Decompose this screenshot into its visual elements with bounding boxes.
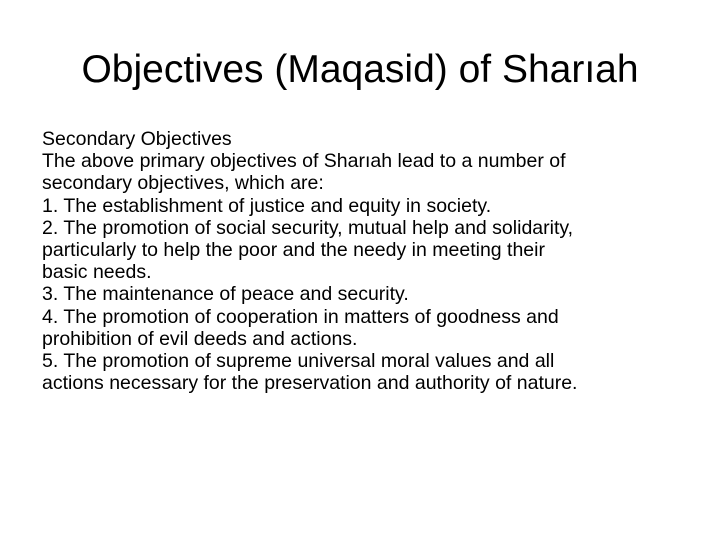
intro-line: The above primary objectives of Sharıah lead to a number of (42, 150, 566, 173)
objective-2-continued: particularly to help the poor and the needy in meeting their (42, 238, 545, 261)
objective-2: 2. The promotion of social security, mutual help and solidarity, (42, 216, 574, 239)
objective-4: 4. The promotion of cooperation in matters of goodness and (42, 305, 559, 328)
slide-body (42, 128, 697, 394)
slide-title: Objectives (Maqasid) of Sharıah (81, 48, 639, 91)
objective-5: 5. The promotion of supreme universal moral values and all (42, 349, 555, 372)
objective-1: 1. The establishment of justice and equity in society. (42, 194, 492, 217)
objective-2-continued-2: basic needs. (42, 261, 152, 284)
objective-3: 3. The maintenance of peace and security. (42, 283, 409, 306)
subheading-secondary-objectives: Secondary Objectives (42, 128, 232, 150)
objective-5-continued: actions necessary for the preservation and authority of nature. (42, 372, 578, 395)
intro-line-continued: secondary objectives, which are: (42, 172, 324, 195)
objective-4-continued: prohibition of evil deeds and actions. (42, 327, 358, 350)
